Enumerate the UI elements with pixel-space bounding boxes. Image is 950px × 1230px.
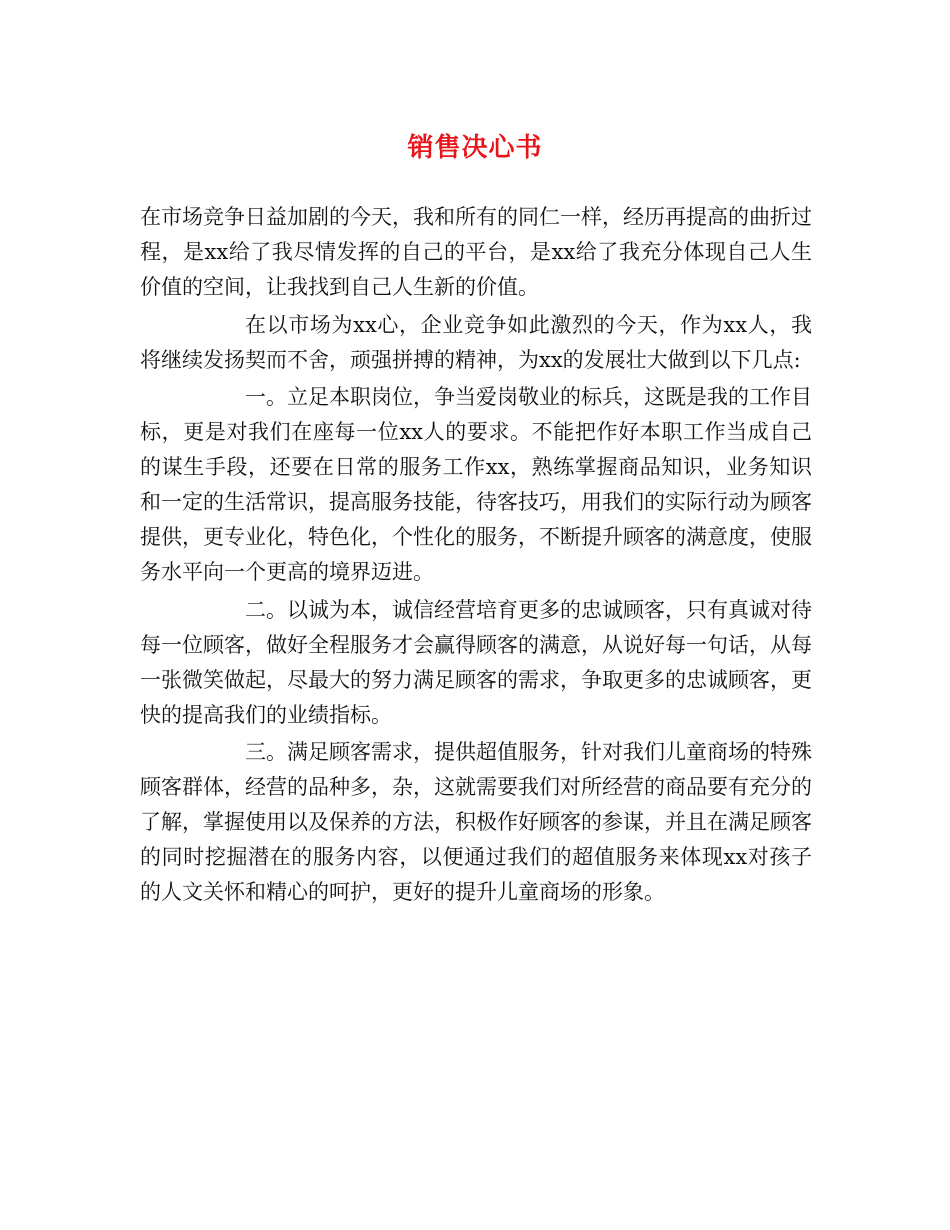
paragraph-point-two: 二。以诚为本，诚信经营培育更多的忠诚顾客，只有真诚对待每一位顾客，做好全程服务才会赢得顾客的满意，从说好每一句话，从每一张微笑做起，尽最大的努力满足顾客的需求，争取更多的忠诚顾客，更快的提高我们的业绩指标。: [140, 597, 812, 727]
document-body: [140, 200, 812, 913]
paragraph-point-three: 三。满足顾客需求，提供超值服务，针对我们儿童商场的特殊顾客群体，经营的品种多，杂，这就需要我们对所经营的商品要有充分的了解，掌握使用以及保养的方法，积极作好顾客的参谋，并且在满足顾客的同时挖掘潜在的服务内容，以便通过我们的超值服务来体现xx对孩子的人文关怀和精心的呵护，更好的提升儿童商场的形象。: [140, 740, 812, 904]
paragraph-point-one: 一。立足本职岗位，争当爱岗敬业的标兵，这既是我的工作目标，更是对我们在座每一位xx人的要求。不能把作好本职工作当成自己的谋生手段，还要在日常的服务工作xx，熟练掌握商品知识，业务知识和一定的生活常识，提高服务技能，待客技巧，用我们的实际行动为顾客提供，更专业化，特色化，个性化的服务，不断提升顾客的满意度，使服务水平向一个更高的境界迈进。: [140, 385, 812, 584]
document-title: 销售决心书: [407, 133, 543, 163]
paragraph-commitment: 在以市场为xx心，企业竞争如此激烈的今天，作为xx人，我将继续发扬契而不舍，顽强拼搏的精神，为xx的发展壮大做到以下几点:: [140, 312, 812, 372]
paragraph-intro: 在市场竞争日益加剧的今天，我和所有的同仁一样，经历再提高的曲折过程，是xx给了我尽情发挥的自己的平台，是xx给了我充分体现自己人生价值的空间，让我找到自己人生新的价值。: [140, 205, 812, 299]
